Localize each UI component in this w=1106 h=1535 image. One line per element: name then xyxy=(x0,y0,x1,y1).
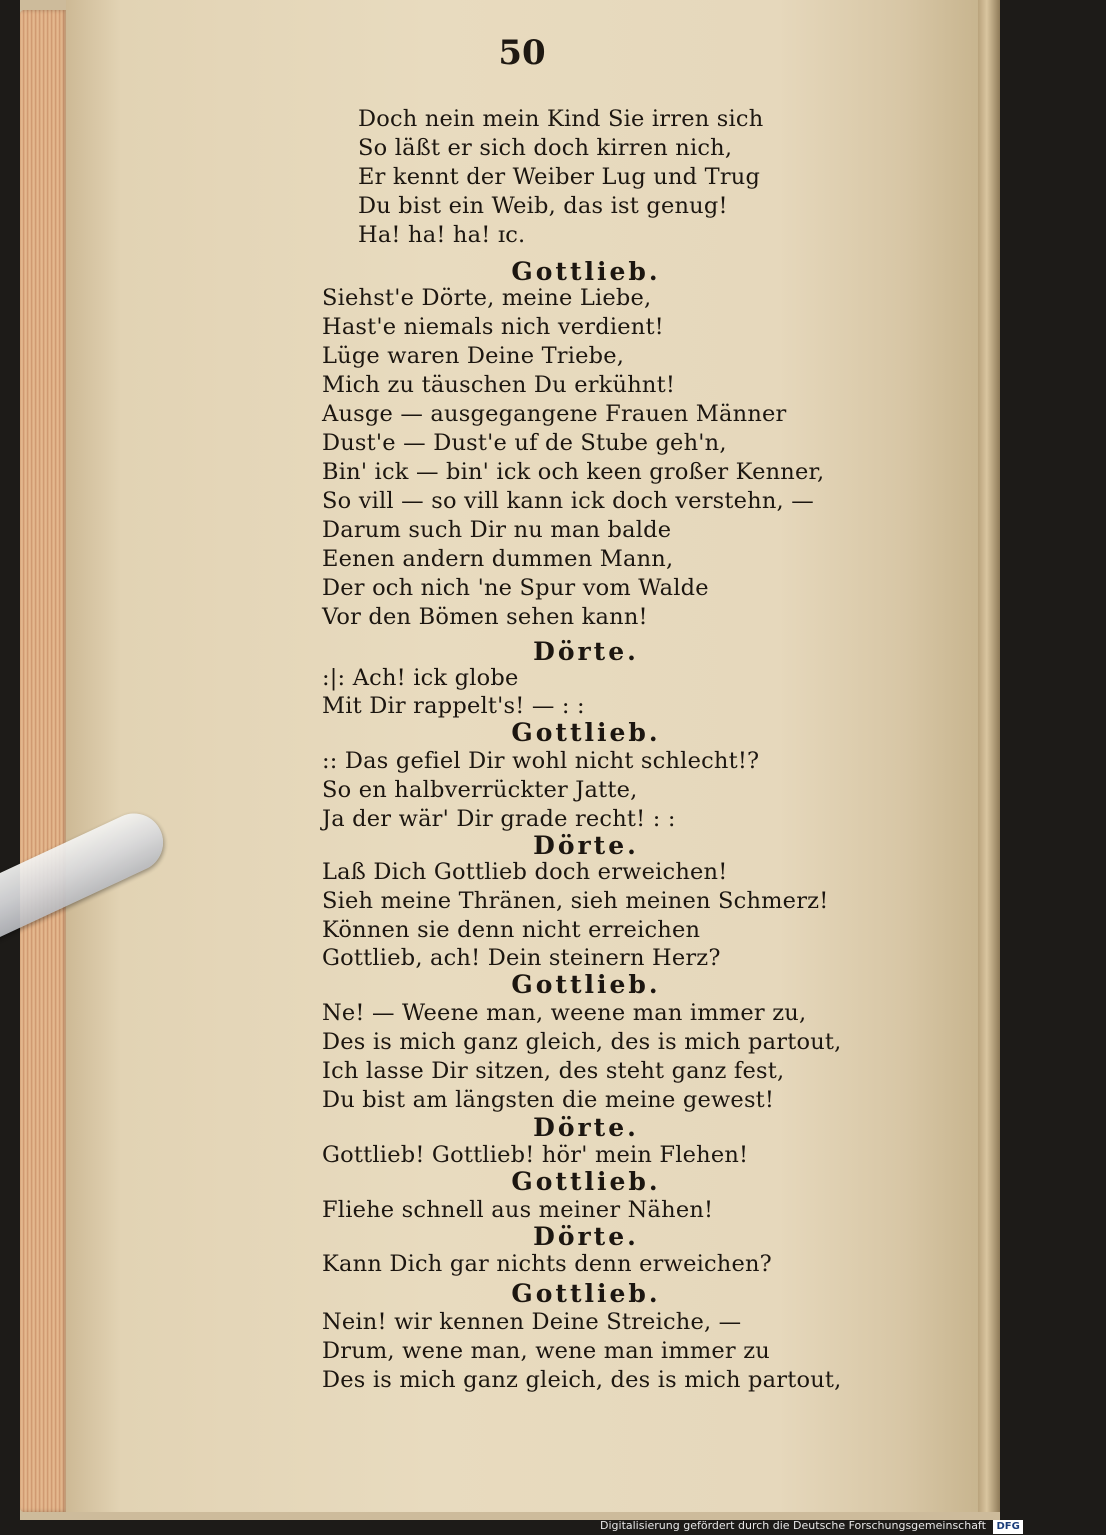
page-edges xyxy=(20,10,68,1512)
verse-line: Des is mich ganz gleich, des is mich partout, xyxy=(322,1367,842,1393)
verse-line: Ne! — Weene man, weene man immer zu, xyxy=(322,1000,807,1026)
verse-line: Der och nich 'ne Spur vom Walde xyxy=(322,575,709,601)
speaker-name: Gottlieb. xyxy=(511,257,661,286)
verse-line: :|: Ach! ick globe xyxy=(322,665,519,691)
book-page xyxy=(66,0,978,1512)
speaker-name: Dörte. xyxy=(533,1113,639,1142)
verse-line: Ich lasse Dir sitzen, des steht ganz fest, xyxy=(322,1058,785,1084)
verse-line: So en halbverrückter Jatte, xyxy=(322,777,638,803)
footer-credit: Digitalisierung gefördert durch die Deutsche Forschungsgemeinschaft xyxy=(600,1519,986,1532)
verse-line: So läßt er sich doch kirren nich, xyxy=(358,135,733,161)
speaker-name: Gottlieb. xyxy=(511,970,661,999)
speaker-name: Dörte. xyxy=(533,637,639,666)
footer xyxy=(600,1517,1020,1535)
verse-line: Mich zu täuschen Du erkühnt! xyxy=(322,372,676,398)
verse-line: Ausge — ausgegangene Frauen Männer xyxy=(322,401,787,427)
verse-line: Des is mich ganz gleich, des is mich partout, xyxy=(322,1029,842,1055)
verse-line: Dust'e — Dust'e uf de Stube geh'n, xyxy=(322,430,727,456)
verse-line: Mit Dir rappelt's! — : : xyxy=(322,693,585,719)
verse-line: Siehst'e Dörte, meine Liebe, xyxy=(322,285,652,311)
speaker-name: Gottlieb. xyxy=(511,1167,661,1196)
verse-line: Darum such Dir nu man balde xyxy=(322,517,672,543)
verse-line: Laß Dich Gottlieb doch erweichen! xyxy=(322,859,728,885)
verse-line: Vor den Bömen sehen kann! xyxy=(322,604,648,630)
verse-line: Doch nein mein Kind Sie irren sich xyxy=(358,106,764,132)
speaker-name: Gottlieb. xyxy=(511,718,661,747)
verse-line: Sieh meine Thränen, sieh meinen Schmerz! xyxy=(322,888,829,914)
page-text xyxy=(66,0,978,1512)
verse-line: Drum, wene man, wene man immer zu xyxy=(322,1338,770,1364)
book-spine xyxy=(978,0,1000,1512)
verse-line: Gottlieb! Gottlieb! hör' mein Flehen! xyxy=(322,1142,749,1168)
verse-line: Er kennt der Weiber Lug und Trug xyxy=(358,164,761,190)
page-number: 50 xyxy=(498,33,546,73)
verse-line: Bin' ick — bin' ick och keen großer Kenner, xyxy=(322,459,825,485)
verse-line: Können sie denn nicht erreichen xyxy=(322,917,701,943)
verse-line: Lüge waren Deine Triebe, xyxy=(322,343,625,369)
verse-line: Ha! ha! ha! ɪc. xyxy=(358,222,526,248)
verse-line: Kann Dich gar nichts denn erweichen? xyxy=(322,1251,772,1277)
verse-line: Eenen andern dummen Mann, xyxy=(322,546,674,572)
verse-line: Ja der wär' Dir grade recht! : : xyxy=(322,806,676,832)
verse-line: Hast'e niemals nich verdient! xyxy=(322,314,664,340)
verse-line: Fliehe schnell aus meiner Nähen! xyxy=(322,1197,714,1223)
verse-line: Gottlieb, ach! Dein steinern Herz? xyxy=(322,945,721,971)
speaker-name: Dörte. xyxy=(533,831,639,860)
verse-line: So vill — so vill kann ick doch verstehn, — xyxy=(322,488,814,514)
speaker-name: Dörte. xyxy=(533,1222,639,1251)
verse-line: :: Das gefiel Dir wohl nicht schlecht!? xyxy=(322,748,760,774)
verse-line: Nein! wir kennen Deine Streiche, — xyxy=(322,1309,742,1335)
dfg-logo: DFG xyxy=(993,1520,1022,1534)
speaker-name: Gottlieb. xyxy=(511,1279,661,1308)
verse-line: Du bist am längsten die meine gewest! xyxy=(322,1087,775,1113)
verse-line: Du bist ein Weib, das ist genug! xyxy=(358,193,728,219)
